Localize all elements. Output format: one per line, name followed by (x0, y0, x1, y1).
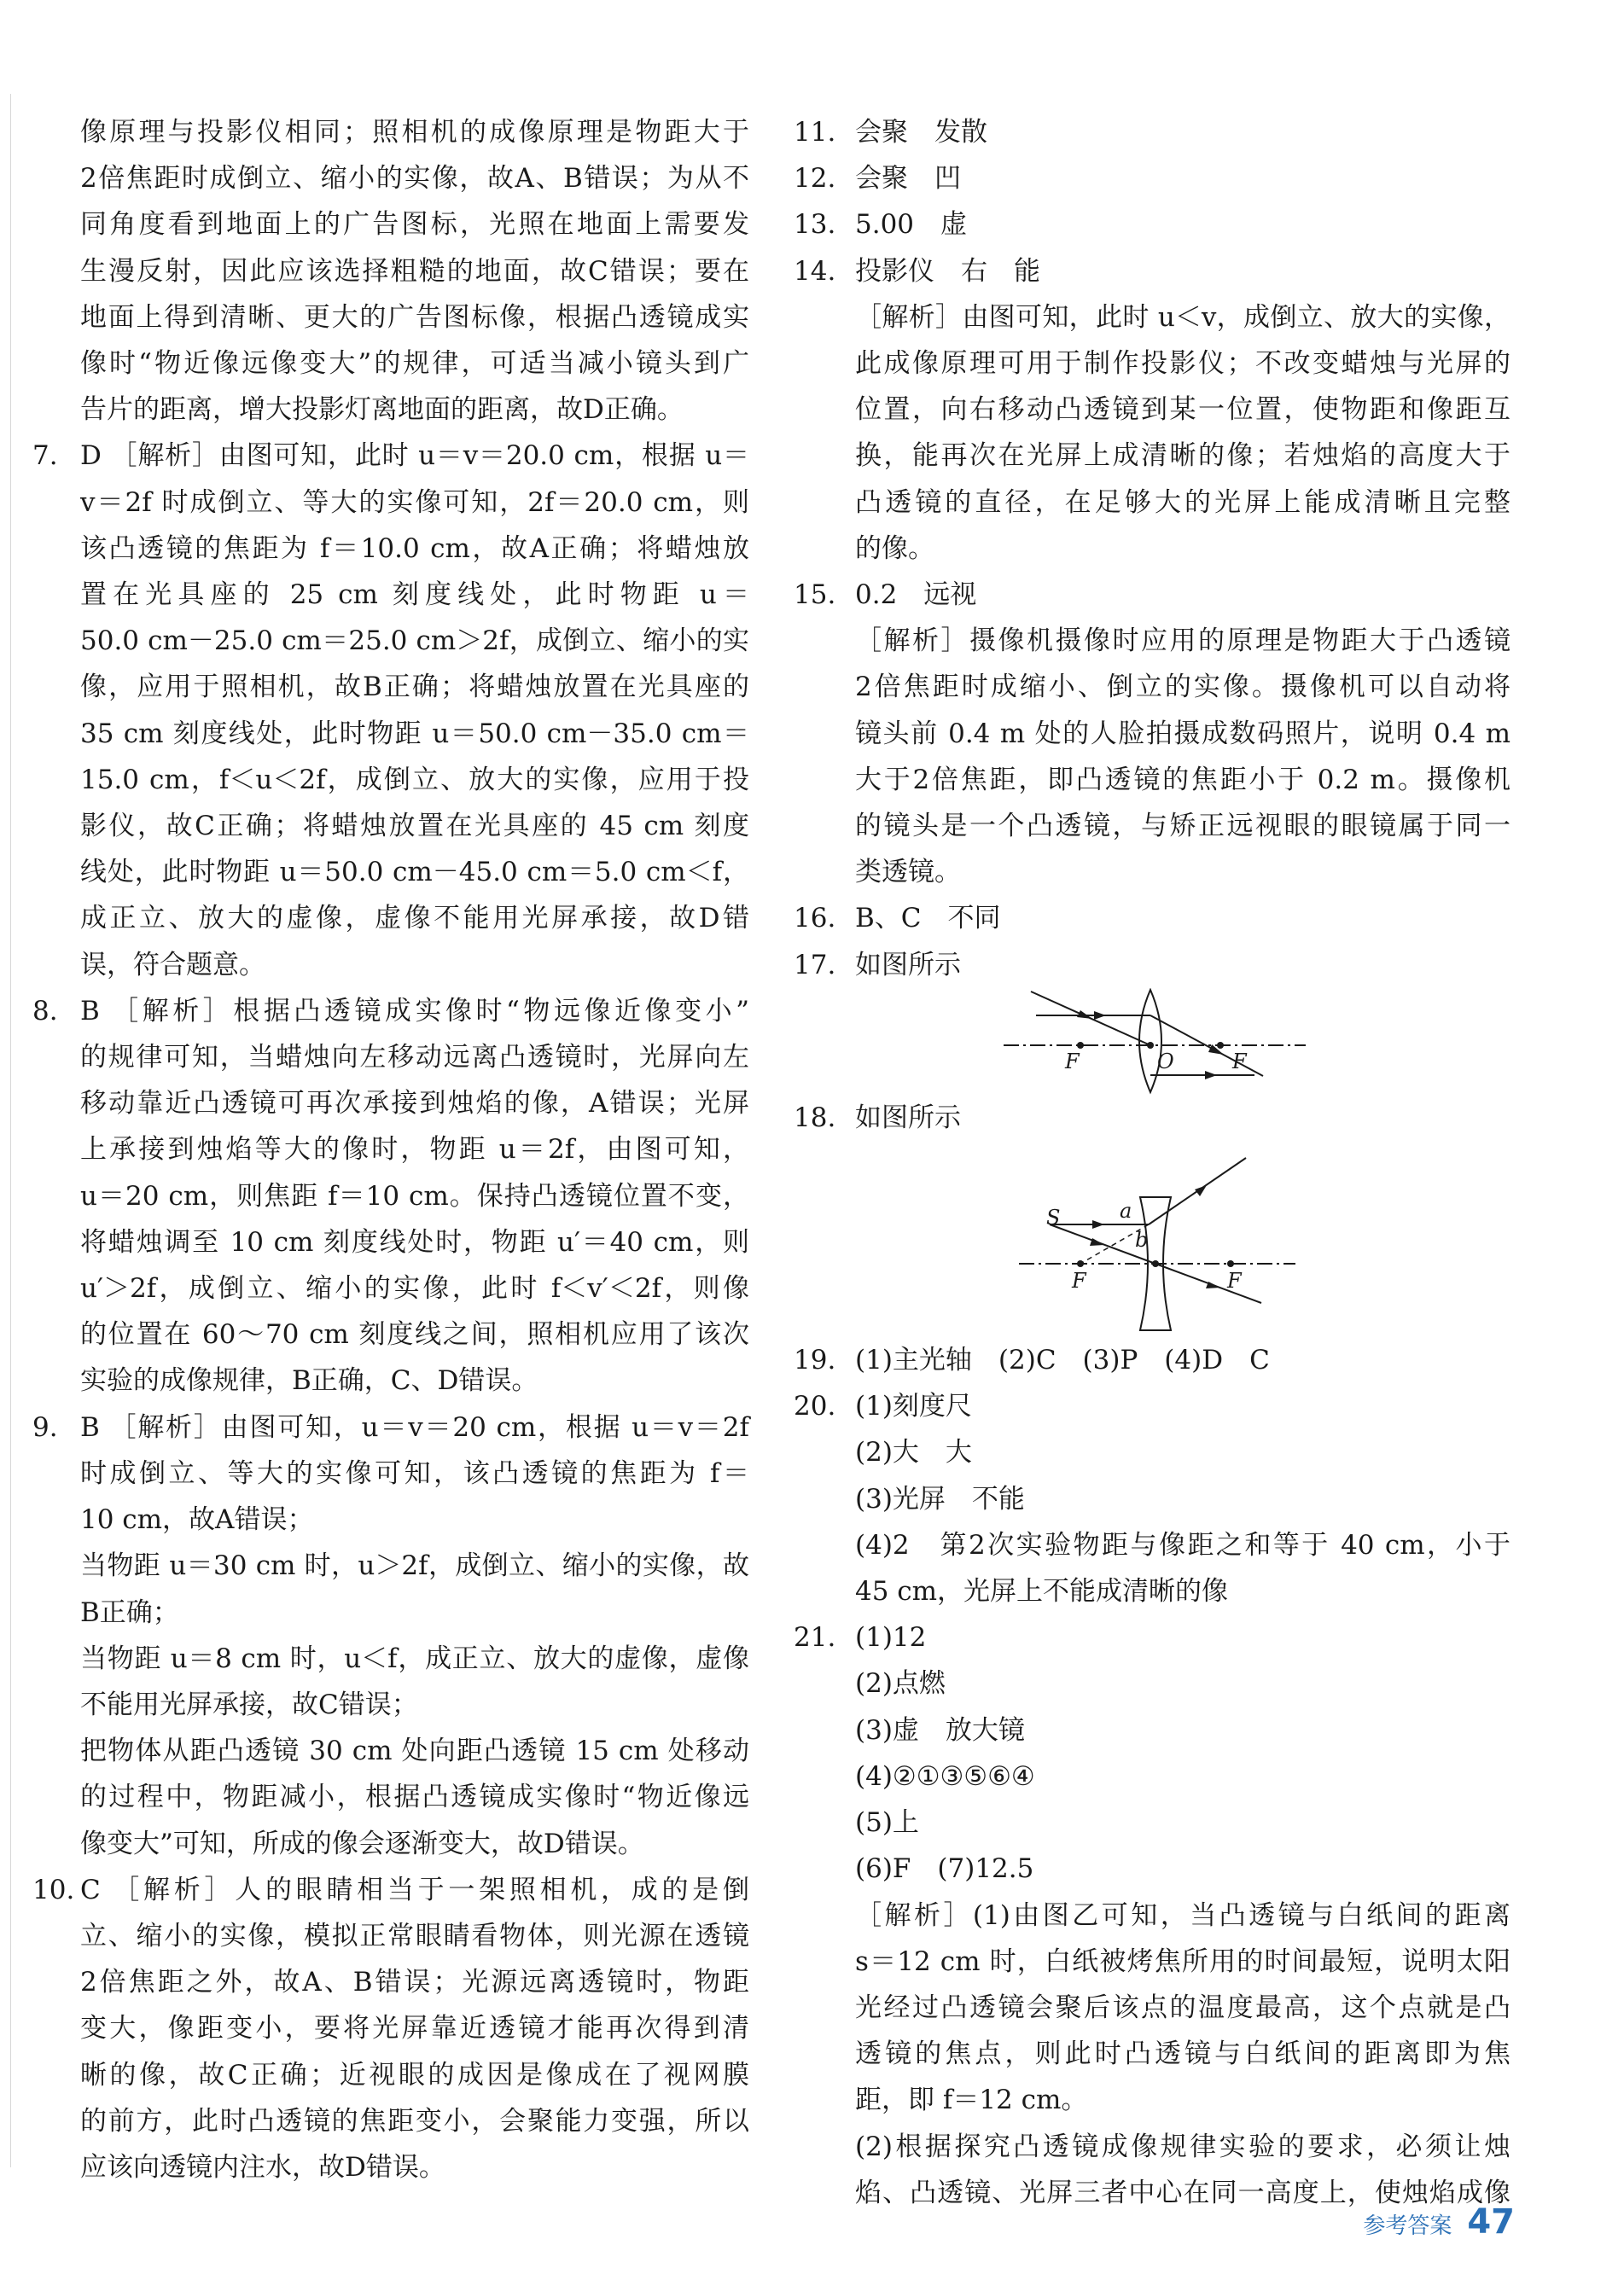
sub-answer: (2)大 大 (855, 1437, 972, 1469)
item-number: 8. (32, 995, 58, 1026)
answer-text: 投影仪 右 能 (855, 255, 1040, 287)
text-line: 15.0 cm，f＜u＜2f，成倒立、放大的实像，应用于投 (80, 764, 749, 795)
text-line: 变大，像距变小，要将光屏靠近透镜才能再次得到清 (80, 2013, 749, 2044)
text-line: 50.0 cm－25.0 cm＝25.0 cm＞2f，成倒立、缩小的实 (80, 625, 749, 657)
footer-label: 参考答案 (1363, 2213, 1452, 2239)
text-line: 的位置在 60～70 cm 刻度线之间，照相机应用了该次 (80, 1319, 749, 1351)
text-line: 成正立、放大的虚像，虚像不能用光屏承接，故D错 (80, 903, 749, 934)
answer-text: 5.00 虚 (855, 209, 968, 241)
item-number: 17. (794, 949, 836, 980)
text-line: 像时“物近像远像变大”的规律，可适当减小镜头到广 (80, 348, 749, 380)
item-number: 7. (32, 440, 58, 472)
text-line: 像变大”可知，所成的像会逐渐变大，故D错误。 (80, 1828, 644, 1859)
answer-text: (1)刻度尺 (855, 1391, 972, 1422)
text-line: 焰、凸透镜、光屏三者中心在同一高度上，使烛焰成像 (855, 2177, 1510, 2208)
answer-text: (1)主光轴 (2)C (3)P (4)D C (855, 1345, 1270, 1376)
text-line: 像，应用于照相机，故B正确；将蜡烛放置在光具座的 (80, 672, 749, 703)
text-line: 误，符合题意。 (80, 949, 265, 980)
text-line: u＝20 cm，则焦距 f＝10 cm。保持凸透镜位置不变， (80, 1180, 749, 1212)
text-line: B正确； (80, 1596, 179, 1628)
text-line: 距，即 f＝12 cm。 (855, 2085, 1088, 2116)
arrow-head (1090, 1238, 1104, 1246)
sub-answer: (3)虚 放大镜 (855, 1714, 1025, 1746)
label-b: b (1135, 1228, 1149, 1253)
text-line: 此成像原理可用于制作投影仪；不改变蜡烛与光屏的 (855, 348, 1510, 380)
concave-lens-diagram (794, 1141, 1510, 1337)
text-line: 同角度看到地面上的广告图标，光照在地面上需要发 (80, 209, 749, 241)
right-column (794, 109, 1510, 2216)
text-line: v＝2f 时成倒立、等大的实像可知，2f＝20.0 cm，则 (80, 486, 749, 518)
item-number: 15. (794, 579, 836, 611)
page-number: 47 (1467, 2202, 1515, 2242)
answer-text: B、C 不同 (855, 903, 1001, 934)
focus-right-dot (1217, 1042, 1224, 1049)
answer-item-12 (794, 155, 1510, 201)
text-line: 的规律可知，当蜡烛向左移动远离凸透镜时，光屏向左 (80, 1042, 749, 1073)
text-line: 把物体从距凸透镜 30 cm 处向距凸透镜 15 cm 处移动 (80, 1736, 749, 1767)
item-number: 13. (794, 209, 836, 241)
text-line: 告片的距离，增大投影灯离地面的距离，故D正确。 (80, 394, 684, 426)
text-line: 2倍焦距时成倒立、缩小的实像，故A、B错误；为从不 (80, 163, 749, 195)
item-number: 16. (794, 903, 836, 934)
text-line: 上承接到烛焰等大的像时，物距 u＝2f，由图可知， (80, 1134, 749, 1166)
item-number: 11. (794, 117, 836, 148)
page-footer (1363, 2202, 1515, 2242)
item-number: 12. (794, 163, 836, 195)
item-number: 19. (794, 1345, 836, 1376)
arrow-head (1206, 1282, 1220, 1288)
convex-lens-diagram (794, 988, 1510, 1095)
item-number: 18. (794, 1102, 836, 1133)
answer-item-8 (32, 988, 749, 1405)
text-line: 生漫反射，因此应该选择粗糙的地面，故C错误；要在 (80, 255, 749, 287)
text-line: 将蜡烛调至 10 cm 刻度线处时，物距 u′＝40 cm，则 (80, 1226, 749, 1258)
answer-item-9 (32, 1405, 749, 1867)
text-line: s＝12 cm 时，白纸被烤焦所用的时间最短，说明太阳 (855, 1945, 1510, 1977)
continued-answer (32, 109, 749, 433)
text-line: C ［解析］人的眼睛相当于一架照相机，成的是倒 (80, 1874, 749, 1905)
item-number: 14. (794, 255, 836, 287)
text-line: 的过程中，物距减小，根据凸透镜成实像时“物近像远 (80, 1782, 749, 1813)
text-line: 镜头前 0.4 m 处的人脸拍摄成数码照片，说明 0.4 m (855, 718, 1510, 749)
answer-text: 如图所示 (855, 949, 961, 980)
answer-text: 0.2 远视 (855, 579, 977, 611)
sub-answer: (4)②①③⑤⑥④ (855, 1760, 1035, 1792)
sub-answer: 45 cm，光屏上不能成清晰的像 (855, 1576, 1229, 1608)
text-line: 2倍焦距之外，故A、B错误；光源远离透镜时，物距 (80, 1967, 749, 1998)
text-line: 的前方，此时凸透镜的焦距变小，会聚能力变强，所以 (80, 2105, 749, 2137)
text-line: (2)根据探究凸透镜成像规律实验的要求，必须让烛 (855, 2131, 1510, 2162)
sub-answer: (2)点燃 (855, 1668, 946, 1700)
label-focus-right: F (1227, 1269, 1242, 1294)
text-line: 当物距 u＝30 cm 时，u＞2f，成倒立、缩小的实像，故 (80, 1550, 749, 1582)
text-line: 2倍焦距时成缩小、倒立的实像。摄像机可以自动将 (855, 672, 1510, 703)
text-line: 凸透镜的直径，在足够大的光屏上能成清晰且完整 (855, 486, 1510, 518)
text-line: 35 cm 刻度线处，此时物距 u＝50.0 cm－35.0 cm＝ (80, 718, 749, 749)
arrow-head (1195, 1185, 1207, 1196)
text-line: 光经过凸透镜会聚后该点的温度最高，这个点就是凸 (855, 1992, 1510, 2023)
arrow-head (1205, 1071, 1217, 1079)
answer-item-7 (32, 433, 749, 987)
text-line: 当物距 u＝8 cm 时，u＜f，成正立、放大的虚像，虚像 (80, 1643, 749, 1674)
text-line: 位置，向右移动凸透镜到某一位置，使物距和像距互 (855, 394, 1510, 426)
text-line: 的像。 (855, 532, 934, 564)
text-line: 实验的成像规律，B正确，C、D错误。 (80, 1365, 538, 1397)
text-line: 类透镜。 (855, 857, 961, 888)
text-line: 透镜的焦点，则此时凸透镜与白纸间的距离即为焦 (855, 2038, 1510, 2070)
answer-text: (1)12 (855, 1622, 927, 1654)
answer-text: 会聚 凹 (855, 163, 961, 195)
label-a: a (1120, 1199, 1132, 1224)
left-column (32, 109, 749, 2190)
sub-answer: (4)2 第2次实验物距与像距之和等于 40 cm，小于 (855, 1529, 1510, 1561)
optical-center-dot (1147, 1042, 1154, 1049)
arrow-head (1094, 1011, 1106, 1020)
answer-item-17 (794, 942, 1510, 1095)
text-line: 该凸透镜的焦距为 f＝10.0 cm，故A正确；将蜡烛放 (80, 532, 749, 564)
text-line: 地面上得到清晰、更大的广告图标像，根据凸透镜成实 (80, 301, 749, 333)
text-line: B ［解析］根据凸透镜成实像时“物远像近像变小” (80, 995, 749, 1026)
sub-answer: (6)F (7)12.5 (855, 1853, 1034, 1885)
answer-item-10 (32, 1867, 749, 2190)
text-line: 置在光具座的 25 cm 刻度线处，此时物距 u＝ (80, 579, 749, 611)
item-number: 21. (794, 1622, 836, 1654)
label-focus-right: F (1232, 1049, 1247, 1073)
text-line: B ［解析］由图可知，u＝v＝20 cm，根据 u＝v＝2f (80, 1411, 749, 1443)
focus-left-dot (1077, 1260, 1084, 1267)
text-line: 时成倒立、等大的实像可知，该凸透镜的焦距为 f＝ (80, 1457, 749, 1489)
item-number: 10. (32, 1874, 75, 1905)
label-source: S (1046, 1206, 1061, 1230)
label-focus-left: F (1065, 1049, 1080, 1073)
text-line: 移动靠近凸透镜可再次承接到烛焰的像，A错误；光屏 (80, 1088, 749, 1120)
text-line: 大于2倍焦距，即凸透镜的焦距小于 0.2 m。摄像机 (855, 764, 1510, 795)
answer-item-11 (794, 109, 1510, 155)
text-line: ［解析］由图可知，此时 u＜v，成倒立、放大的实像， (855, 301, 1510, 333)
answer-item-19 (794, 1337, 1510, 1383)
item-number: 20. (794, 1391, 836, 1422)
text-line: 换，能再次在光屏上成清晰的像；若烛焰的高度大于 (855, 440, 1510, 472)
sub-answer: (5)上 (855, 1807, 919, 1839)
text-line: 像原理与投影仪相同；照相机的成像原理是物距大于 (80, 117, 749, 148)
text-line: 的镜头是一个凸透镜，与矫正远视眼的眼镜属于同一 (855, 811, 1510, 842)
answer-text: 如图所示 (855, 1102, 961, 1133)
text-line: 晰的像，故C正确；近视眼的成因是像成在了视网膜 (80, 2059, 749, 2091)
sub-answer: (3)光屏 不能 (855, 1483, 1025, 1515)
answer-item-13 (794, 201, 1510, 247)
item-number: 9. (32, 1411, 58, 1443)
text-line: 立、缩小的实像，模拟正常眼睛看物体，则光源在透镜 (80, 1920, 749, 1951)
answer-item-21 (794, 1614, 1510, 2216)
optical-center-dot (1152, 1260, 1159, 1267)
text-line: 不能用光屏承接，故C错误； (80, 1689, 418, 1720)
text-line: u′＞2f，成倒立、缩小的实像，此时 f＜v′＜2f，则像 (80, 1273, 749, 1305)
text-line: ［解析］(1)由图乙可知，当凸透镜与白纸间的距离 (855, 1899, 1510, 1931)
answer-item-15 (794, 572, 1510, 895)
text-line: 线处，此时物距 u＝50.0 cm－45.0 cm＝5.0 cm＜f， (80, 857, 749, 888)
focus-left-dot (1077, 1042, 1084, 1049)
arrow-head (1092, 1220, 1104, 1229)
margin-rule (10, 94, 11, 2167)
text-line: ［解析］摄像机摄像时应用的原理是物距大于凸透镜 (855, 625, 1510, 657)
label-focus-left: F (1072, 1269, 1086, 1294)
text-line: 影仪，故C正确；将蜡烛放置在光具座的 45 cm 刻度 (80, 811, 749, 842)
focus-right-dot (1227, 1260, 1234, 1267)
answer-item-20 (794, 1383, 1510, 1614)
label-optical-center: O (1157, 1049, 1174, 1073)
text-line: 10 cm，故A错误； (80, 1504, 314, 1536)
answer-item-18 (794, 1095, 1510, 1337)
answer-item-14 (794, 248, 1510, 572)
answer-text: 会聚 发散 (855, 117, 987, 148)
text-line: 应该向透镜内注水，故D错误。 (80, 2151, 445, 2183)
text-line: D ［解析］由图可知，此时 u＝v＝20.0 cm，根据 u＝ (80, 440, 749, 472)
answer-item-16 (794, 895, 1510, 941)
